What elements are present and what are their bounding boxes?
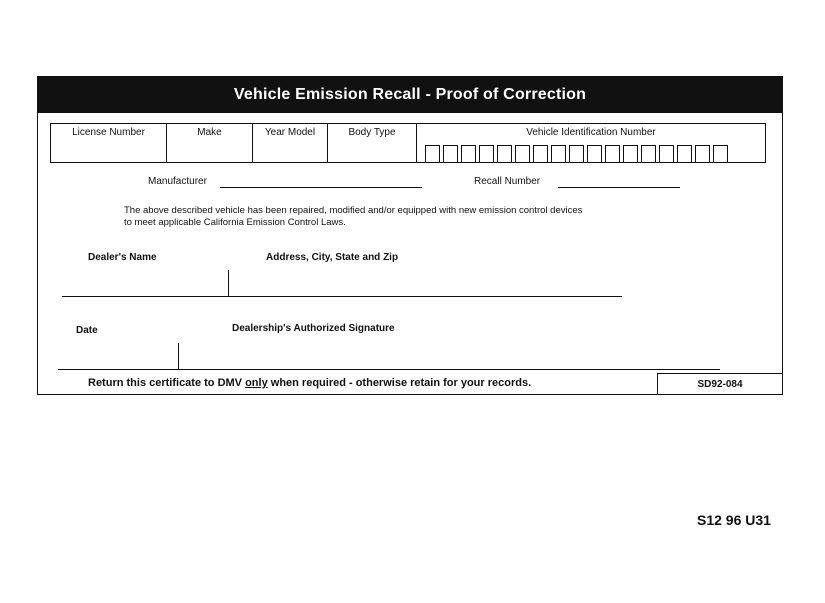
- recall-number-label: Recall Number: [474, 176, 541, 187]
- vin-character-box[interactable]: [551, 145, 566, 162]
- year-model-cell[interactable]: [253, 124, 328, 162]
- vin-character-box[interactable]: [515, 145, 530, 162]
- vin-character-box[interactable]: [533, 145, 548, 162]
- body-type-cell[interactable]: [328, 124, 417, 162]
- make-cell[interactable]: [167, 124, 253, 162]
- vin-character-boxes[interactable]: [425, 145, 731, 162]
- proof-of-correction-form: [37, 76, 783, 395]
- vin-character-box[interactable]: [569, 145, 584, 162]
- vin-character-box[interactable]: [479, 145, 494, 162]
- vin-character-box[interactable]: [713, 145, 728, 162]
- date-signature-line[interactable]: [58, 369, 720, 370]
- date-signature-divider: [178, 343, 179, 370]
- vehicle-id-table: [50, 123, 766, 163]
- form-title: Vehicle Emission Recall - Proof of Correction: [38, 77, 782, 113]
- statement-line-1: The above described vehicle has been repaired, modified and/or equipped with new emission control devices: [124, 205, 583, 216]
- signature-label: Dealership's Authorized Signature: [232, 323, 395, 334]
- vin-character-box[interactable]: [659, 145, 674, 162]
- recall-number-field[interactable]: [558, 187, 680, 188]
- vin-character-box[interactable]: [623, 145, 638, 162]
- vin-character-box[interactable]: [695, 145, 710, 162]
- vin-character-box[interactable]: [461, 145, 476, 162]
- vin-character-box[interactable]: [497, 145, 512, 162]
- body-type-label: Body Type: [348, 127, 396, 138]
- footer-text-end: when required - otherwise retain for your records.: [267, 377, 532, 389]
- vin-character-box[interactable]: [641, 145, 656, 162]
- dealer-name-label: Dealer's Name: [88, 252, 157, 263]
- form-code: SD92-084: [697, 378, 743, 390]
- make-label: Make: [197, 127, 222, 138]
- address-label: Address, City, State and Zip: [266, 252, 399, 263]
- vin-cell[interactable]: [417, 124, 765, 162]
- year-model-label: Year Model: [264, 127, 316, 138]
- date-label: Date: [76, 325, 98, 336]
- form-code-box: [657, 373, 783, 395]
- vin-character-box[interactable]: [425, 145, 440, 162]
- footer-text-start: Return this certificate to DMV: [88, 377, 246, 389]
- footer-text-only: only: [245, 377, 268, 389]
- vin-character-box[interactable]: [443, 145, 458, 162]
- vin-label: Vehicle Identification Number: [526, 127, 656, 138]
- manufacturer-field[interactable]: [220, 187, 422, 188]
- license-number-cell[interactable]: [51, 124, 167, 162]
- vin-character-box[interactable]: [605, 145, 620, 162]
- vin-character-box[interactable]: [677, 145, 692, 162]
- vin-character-box[interactable]: [587, 145, 602, 162]
- figure-code: S12 96 U31: [697, 512, 771, 528]
- license-number-label: License Number: [72, 127, 145, 138]
- dealer-address-divider: [228, 270, 229, 297]
- statement-line-2: to meet applicable California Emission Control Laws.: [124, 217, 346, 228]
- dealer-address-line[interactable]: [62, 296, 622, 297]
- certification-statement: [124, 205, 724, 229]
- footer-instructions: [88, 377, 531, 389]
- manufacturer-label: Manufacturer: [148, 176, 207, 187]
